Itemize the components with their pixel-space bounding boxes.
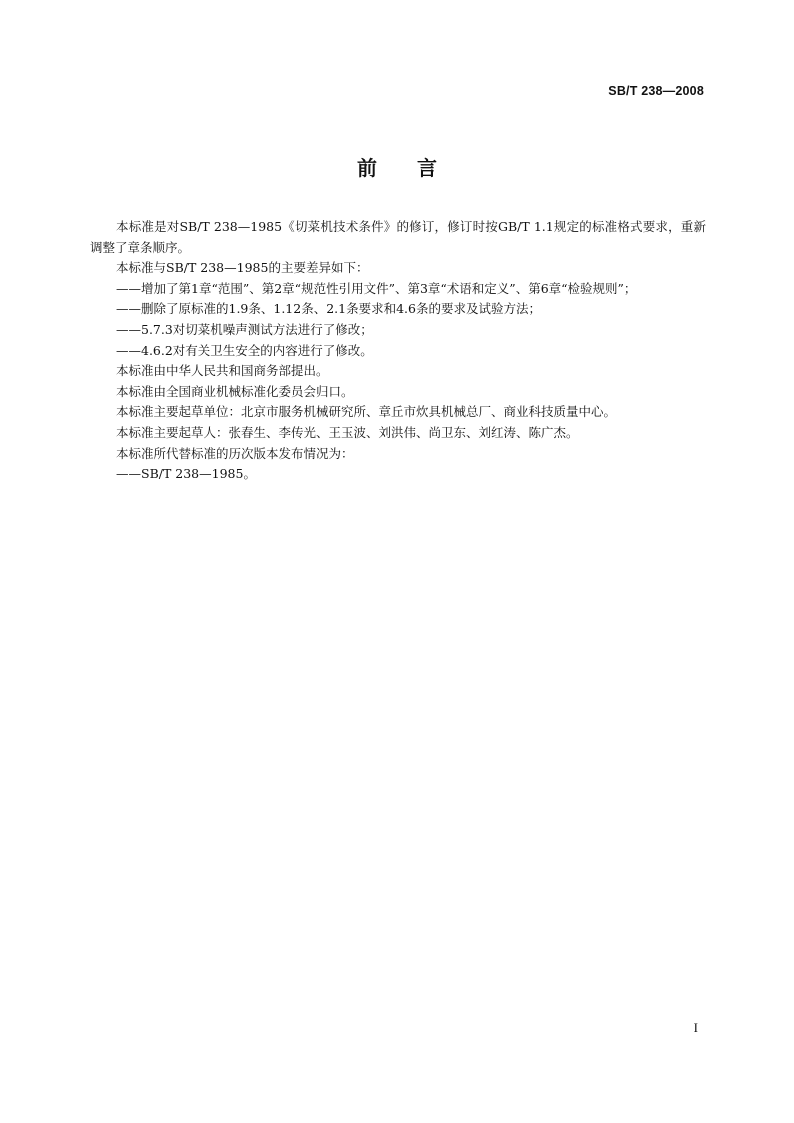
list-item: ——5.7.3对切菜机噪声测试方法进行了修改； <box>116 321 373 337</box>
title-char-1: 前 <box>357 156 377 180</box>
paragraph-revision: 本标准是对SB/T 238—1985《切菜机技术条件》的修订，修订时按GB/T 1.1规定的标准格式要求，重新调整了章条顺序。 <box>90 219 706 255</box>
page-title <box>0 152 794 181</box>
paragraph-differences-intro: 本标准与SB/T 238—1985的主要差异如下： <box>116 260 369 276</box>
list-item: ——SB/T 238—1985。 <box>116 466 256 482</box>
paragraph-proposer: 本标准由中华人民共和国商务部提出。 <box>116 363 329 379</box>
list-item: ——增加了第1章“范围”、第2章“规范性引用文件”、第3章“术语和定义”、第6章“检验规则”； <box>116 280 637 296</box>
paragraph-drafting-units: 本标准主要起草单位：北京市服务机械研究所、章丘市炊具机械总厂、商业科技质量中心。 <box>116 404 617 420</box>
list-item: ——删除了原标准的1.9条、1.12条、2.1条要求和4.6条的要求及试验方法； <box>116 301 541 317</box>
standard-code: SB/T 238—2008 <box>608 84 704 98</box>
list-item: ——4.6.2对有关卫生安全的内容进行了修改。 <box>116 342 373 358</box>
foreword-body <box>90 217 706 485</box>
paragraph-centralized: 本标准由全国商业机械标准化委员会归口。 <box>116 383 354 399</box>
paragraph-history-intro: 本标准所代替标准的历次版本发布情况为： <box>116 445 354 461</box>
page-number: I <box>693 1020 698 1035</box>
title-char-2: 言 <box>417 156 437 180</box>
paragraph-drafters: 本标准主要起草人：张春生、李传光、王玉波、刘洪伟、尚卫东、刘红涛、陈广杰。 <box>116 424 579 440</box>
